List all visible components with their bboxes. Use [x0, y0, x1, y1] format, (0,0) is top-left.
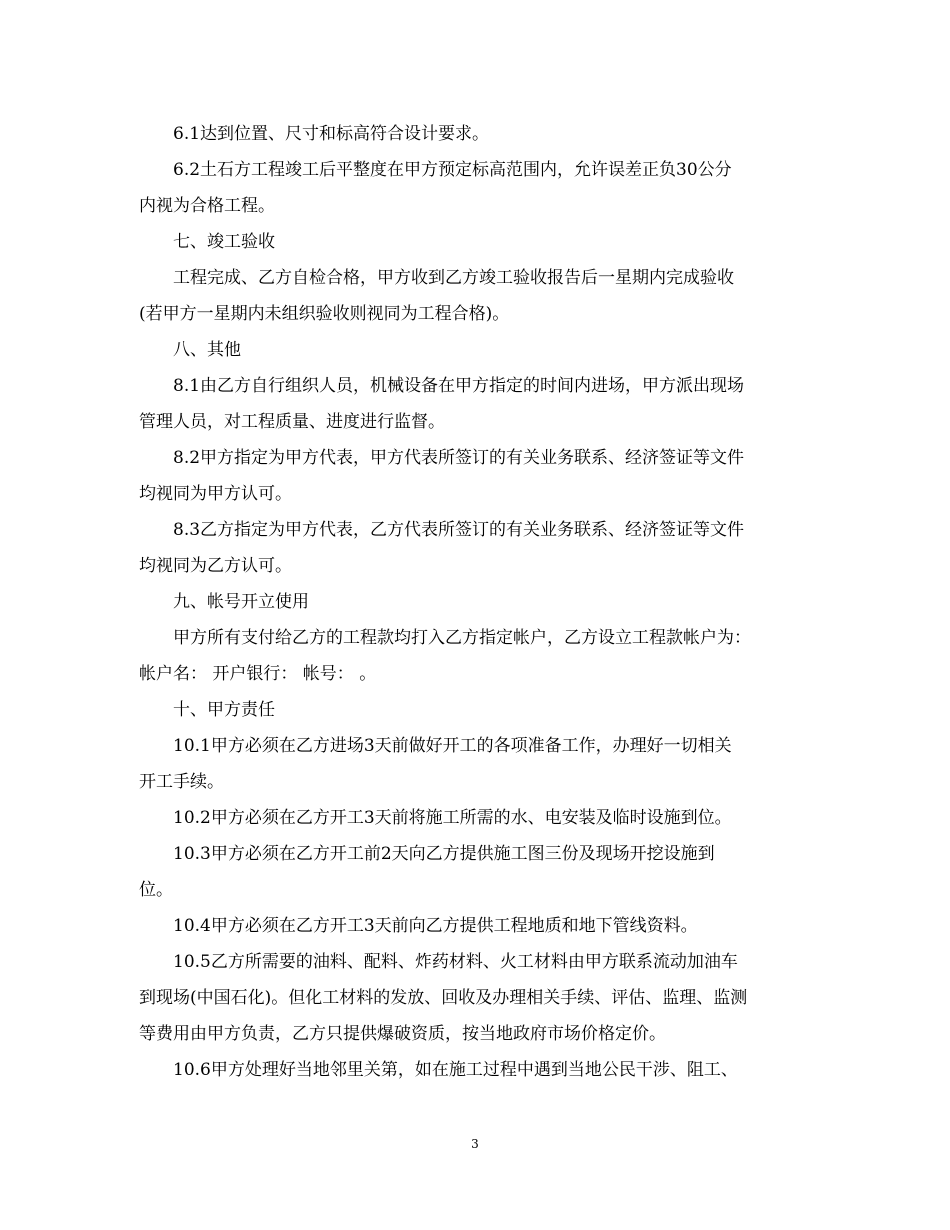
paragraph-account-details: 帐户名： 开户银行： 帐号： 。: [139, 664, 377, 684]
section-heading-other: 八、其他: [173, 340, 241, 360]
document-body: [139, 116, 814, 1088]
paragraph-acceptance-continued: (若甲方一星期内未组织验收则视同为工程合格)。: [139, 304, 510, 324]
paragraph-10-5-continued-2: 等费用由甲方负责，乙方只提供爆破资质，按当地政府市场价格定价。: [139, 1024, 666, 1044]
section-heading-party-a-duties: 十、甲方责任: [173, 700, 275, 720]
paragraph-8-1: 8.1由乙方自行组织人员，机械设备在甲方指定的时间内进场，甲方派出现场: [173, 376, 745, 396]
paragraph-10-6: 10.6甲方处理好当地邻里关第，如在施工过程中遇到当地公民干涉、阻工、: [173, 1060, 738, 1080]
paragraph-8-3: 8.3乙方指定为甲方代表，乙方代表所签订的有关业务联系、经济签证等文件: [173, 520, 745, 540]
paragraph-acceptance: 工程完成、乙方自检合格，甲方收到乙方竣工验收报告后一星期内完成验收: [173, 268, 734, 288]
paragraph-6-2: 6.2土石方工程竣工后平整度在甲方预定标高范围内，允许误差正负30公分: [173, 160, 732, 180]
paragraph-10-2: 10.2甲方必须在乙方开工3天前将施工所需的水、电安装及临时设施到位。: [173, 808, 732, 828]
paragraph-10-3: 10.3甲方必须在乙方开工前2天向乙方提供施工图三份及现场开挖设施到: [173, 844, 715, 864]
paragraph-8-2: 8.2甲方指定为甲方代表，甲方代表所签订的有关业务联系、经济签证等文件: [173, 448, 745, 468]
paragraph-10-3-continued: 位。: [139, 880, 173, 900]
section-heading-completion-acceptance: 七、竣工验收: [173, 232, 275, 252]
paragraph-8-3-continued: 均视同为乙方认可。: [139, 556, 292, 576]
paragraph-6-2-continued: 内视为合格工程。: [139, 196, 275, 216]
paragraph-8-2-continued: 均视同为甲方认可。: [139, 484, 292, 504]
paragraph-10-1: 10.1甲方必须在乙方进场3天前做好开工的各项准备工作，办理好一切相关: [173, 736, 732, 756]
paragraph-6-1: 6.1达到位置、尺寸和标高符合设计要求。: [173, 124, 490, 144]
paragraph-10-1-continued: 开工手续。: [139, 772, 224, 792]
paragraph-account: 甲方所有支付给乙方的工程款均打入乙方指定帐户，乙方设立工程款帐户为：: [173, 628, 751, 648]
paragraph-8-1-continued: 管理人员，对工程质量、进度进行监督。: [139, 412, 445, 432]
page-number: 3: [471, 1137, 479, 1151]
paragraph-10-5-continued-1: 到现场(中国石化)。但化工材料的发放、回收及办理相关手续、评估、监理、监测: [139, 988, 748, 1008]
section-heading-account: 九、帐号开立使用: [173, 592, 309, 612]
paragraph-10-5: 10.5乙方所需要的油料、配料、炸药材料、火工材料由甲方联系流动加油车: [173, 952, 738, 972]
paragraph-10-4: 10.4甲方必须在乙方开工3天前向乙方提供工程地质和地下管线资料。: [173, 916, 698, 936]
